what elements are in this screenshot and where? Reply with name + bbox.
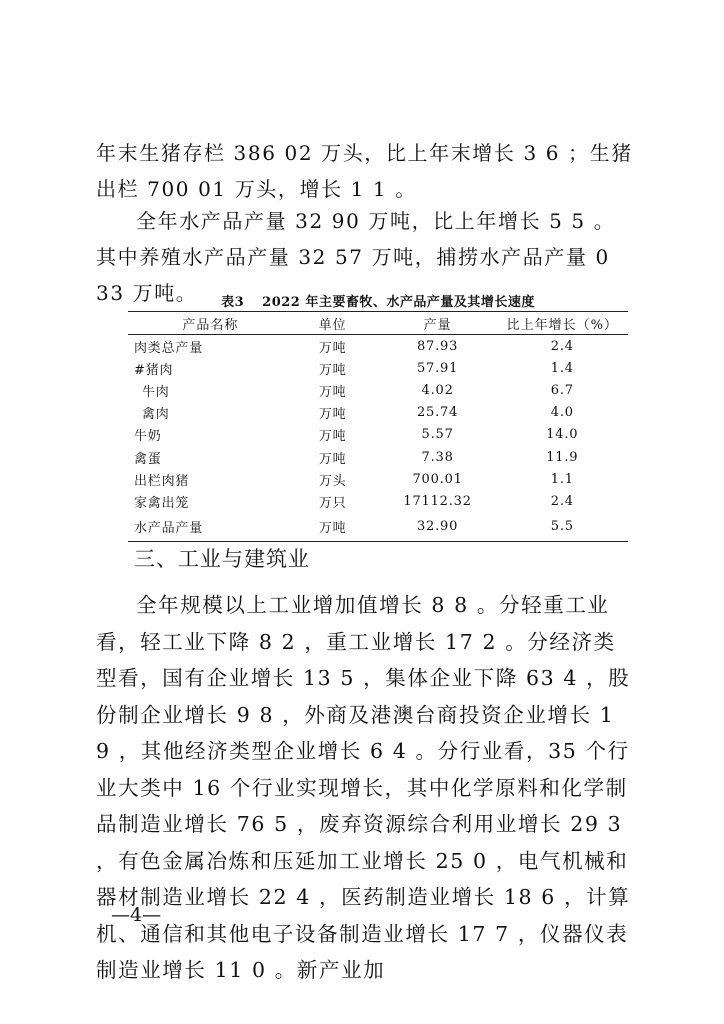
cell-growth: 1.1 (550, 471, 574, 487)
table-row (128, 402, 628, 424)
cell-unit: 万吨 (318, 340, 347, 356)
table-row (128, 446, 628, 468)
cell-name: #猪肉 (134, 362, 174, 378)
cell-growth: 14.0 (546, 427, 579, 443)
cell-growth: 2.4 (550, 338, 574, 354)
table-header-row (128, 312, 628, 335)
cell-quantity: 7.38 (421, 449, 454, 465)
header-unit: 单位 (287, 312, 379, 335)
cell-unit: 万吨 (318, 384, 347, 400)
cell-quantity: 17112.32 (403, 493, 472, 509)
cell-name: 家禽出笼 (134, 495, 190, 511)
table-row (128, 424, 628, 446)
cell-unit: 万吨 (287, 513, 379, 542)
cell-quantity: 25.74 (416, 405, 459, 421)
cell-quantity: 32.90 (379, 513, 497, 542)
cell-growth: 1.4 (550, 360, 574, 376)
cell-name: 水产品产量 (128, 513, 287, 542)
cell-quantity: 5.57 (421, 427, 454, 443)
cell-quantity: 4.02 (421, 382, 454, 398)
livestock-table (128, 311, 628, 542)
header-growth: 比上年增长（%） (497, 312, 628, 335)
table-row (128, 357, 628, 379)
cell-unit: 万头 (318, 473, 347, 489)
cell-name: 肉类总产量 (134, 340, 204, 356)
cell-quantity: 700.01 (412, 471, 463, 487)
cell-growth: 2.4 (550, 493, 574, 509)
cell-quantity: 87.93 (416, 338, 459, 354)
cell-quantity: 57.91 (416, 360, 459, 376)
paragraph-industry: 全年规模以上工业增加值增长 8 8 。分轻重工业看，轻工业下降 8 2 ，重工业增长 17 2 。分经济类型看，国有企业增长 13 5 ，集体企业下降 63 4 ，股份制企业增长 9 8 ，外商及港澳台商投资企业增长 1 9 ，其他经济类型企业增长 6 4 。分行业看，35 个行业大类中 16 个行业实现增长，其中化学原料和化学制品制造业增长 76 5 ，废弃资源综合利用业增长 29 3 ，有色金属冶炼和压延加工业增长 25 0 ，电气机械和器材制造业增长 22 4 ，医药制造业增长 18 6 ，计算机、通信和其他电子设备制造业增长 17 7 ，仪器仪表制造业增长 11 0 。新产业加 (96, 593, 631, 982)
cell-name: 牛肉 (142, 384, 170, 400)
cell-name: 牛奶 (134, 429, 162, 445)
cell-name: 禽肉 (142, 407, 170, 423)
table-row (128, 379, 628, 401)
cell-unit: 万吨 (318, 451, 347, 467)
cell-unit: 万吨 (318, 407, 347, 423)
cell-growth: 5.5 (497, 513, 628, 542)
cell-unit: 万只 (318, 495, 347, 511)
cell-name: 禽蛋 (134, 451, 162, 467)
header-quantity: 产量 (379, 312, 497, 335)
table-row (128, 490, 628, 512)
paragraph-livestock: 年末生猪存栏 386 02 万头，比上年末增长 3 6 ；生猪出栏 700 01 万头，增长 1 1 。 (96, 141, 633, 201)
table-caption (126, 291, 630, 310)
section-heading: 三、工业与建筑业 (134, 547, 310, 571)
cell-unit: 万吨 (318, 429, 347, 445)
cell-name: 出栏肉猪 (134, 473, 190, 489)
table-row (128, 513, 628, 542)
page-number: —4— (111, 904, 162, 926)
cell-growth: 11.9 (546, 449, 579, 465)
table-number: 表3 (221, 295, 245, 310)
header-product-name: 产品名称 (128, 312, 287, 335)
cell-growth: 6.7 (550, 382, 574, 398)
table-row (128, 468, 628, 490)
paragraph-aquatic: 全年水产品产量 32 90 万吨，比上年增长 5 5 。其中养殖水产品产量 32 57 万吨，捕捞水产品产量 0 33 万吨。 (96, 209, 616, 305)
cell-unit: 万吨 (318, 362, 347, 378)
table-row (128, 335, 628, 358)
cell-growth: 4.0 (550, 405, 574, 421)
table-title: 2022 年主要畜牧、水产品产量及其增长速度 (262, 295, 535, 310)
